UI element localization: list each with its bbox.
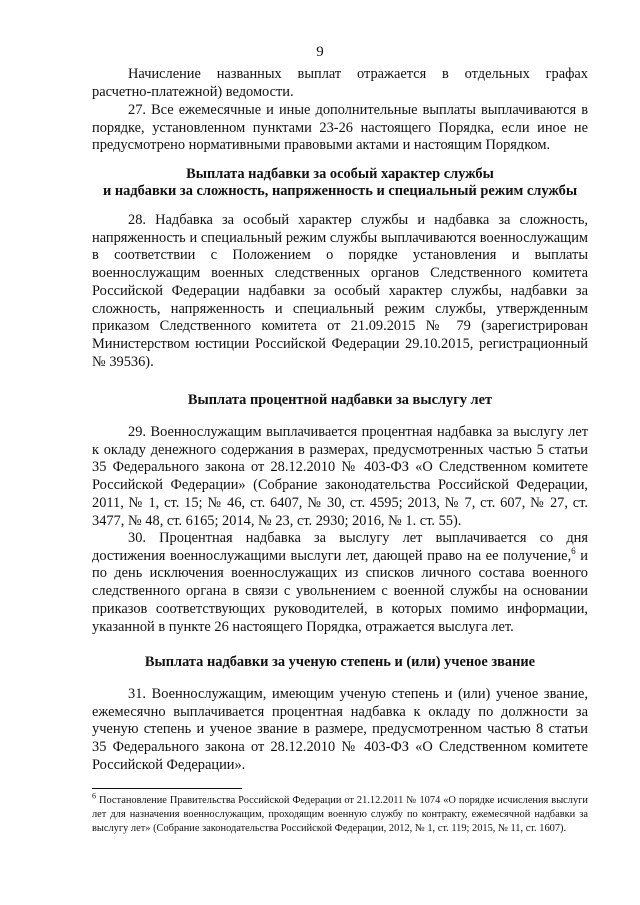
- paragraph-28-text: 28. Надбавка за особый характер службы и надбавка за сложность, напряженность и специальный режим службы выплачиваются военнослужащим в соответствии с Положением о порядке установления и выплаты военнослужащим военных следственных органов Следственного комитета Российской Федерации надбавки за особый характер службы, надбавки за сложность, напряженность и специальный режим службы, утвержденным приказом Следственного комитета от 21.09.2015 № 79 (зарегистрирован Министерством юстиции Российской Федерации 29.10.2015, регистрационный № 39536).: [92, 212, 588, 370]
- paragraph-accrual-line1: Начисление названных выплат отражается в отдельных графах: [128, 66, 588, 82]
- paragraph-30: [92, 530, 588, 636]
- heading-special-line1: Выплата надбавки за особый характер службы: [186, 166, 494, 182]
- page-number: 9: [316, 44, 324, 60]
- footnote-divider: [92, 788, 242, 789]
- heading-degree-text: Выплата надбавки за ученую степень и (или) ученое звание: [144, 654, 536, 670]
- paragraph-30-part1: 30. Процентная надбавка за выслугу лет выплачивается со дня достижения военнослужащими выслуги лет, дающей право на ее получение,: [92, 530, 588, 564]
- footnote-text: Постановление Правительства Российской Федерации от 21.12.2011 № 1074 «О порядке исчисления выслуги лет для назначения военнослужащим, проходящим военную службу по контракту, ежемесячной надбавки за выслугу лет» (Собрание законодательства Российской Федерации, 2012, № 1, ст. 119; 2015, № 11, ст. 1607).: [92, 795, 588, 834]
- section-heading-special-service: [92, 166, 588, 200]
- paragraph-31: [92, 686, 588, 775]
- paragraph-accrual: [92, 66, 588, 101]
- footnote: [92, 791, 588, 836]
- paragraph-28: [92, 212, 588, 371]
- paragraph-30-text: [92, 530, 588, 636]
- section-heading-academic-degree: [92, 654, 588, 671]
- heading-seniority-text: Выплата процентной надбавки за выслугу лет: [187, 392, 493, 408]
- paragraph-29-text: 29. Военнослужащим выплачивается процентная надбавка за выслугу лет к окладу денежного содержания в размерах, предусмотренных частью 5 статьи 35 Федерального закона от 28.12.2010 № 403-ФЗ «О Следственном комитете Российской Федерации» (Собрание законодательства Российской Федерации, 2011, № 1, ст. 15; № 46, ст. 6407, № 30, ст. 4595; 2013, № 7, ст. 607, № 27, ст. 3477, № 48, ст. 6165; 2014, № 23, ст. 2930; 2016, № 1. ст. 55).: [92, 424, 588, 529]
- paragraph-29: [92, 424, 588, 530]
- section-heading-seniority: [92, 392, 588, 409]
- paragraph-30-part2: и по день исключения военнослужащих из списков личного состава военного следственного органа в связи с увольнением с военной службы на основании приказов соответствующих руководителей, в которых помимо информации, указанной в пункте 26 настоящего Порядка, отражается выслуга лет.: [92, 547, 588, 635]
- paragraph-31-text: 31. Военнослужащим, имеющим ученую степень и (или) ученое звание, ежемесячно выплачивается процентная надбавка к окладу по должности за ученую степень и ученое звание в размере, предусмотренном частью 8 статьи 35 Федерального закона от 28.12.2010 № 403-ФЗ «О Следственном комитете Российской Федерации».: [92, 686, 588, 773]
- paragraph-27-text: 27. Все ежемесячные и иные дополнительные выплаты выплачиваются в порядке, установленном пунктами 23-26 настоящего Порядка, если иное не предусмотрено нормативными правовыми актами и настоящим Порядком.: [92, 102, 588, 154]
- heading-special-line2: и надбавки за сложность, напряженность и специальный режим службы: [102, 183, 578, 199]
- paragraph-accrual-line2: расчетно-платежной) ведомости.: [92, 83, 294, 100]
- footnote-marker: 6: [92, 791, 96, 801]
- footnote-reference[interactable]: 6: [571, 545, 576, 556]
- paragraph-27: [92, 102, 588, 155]
